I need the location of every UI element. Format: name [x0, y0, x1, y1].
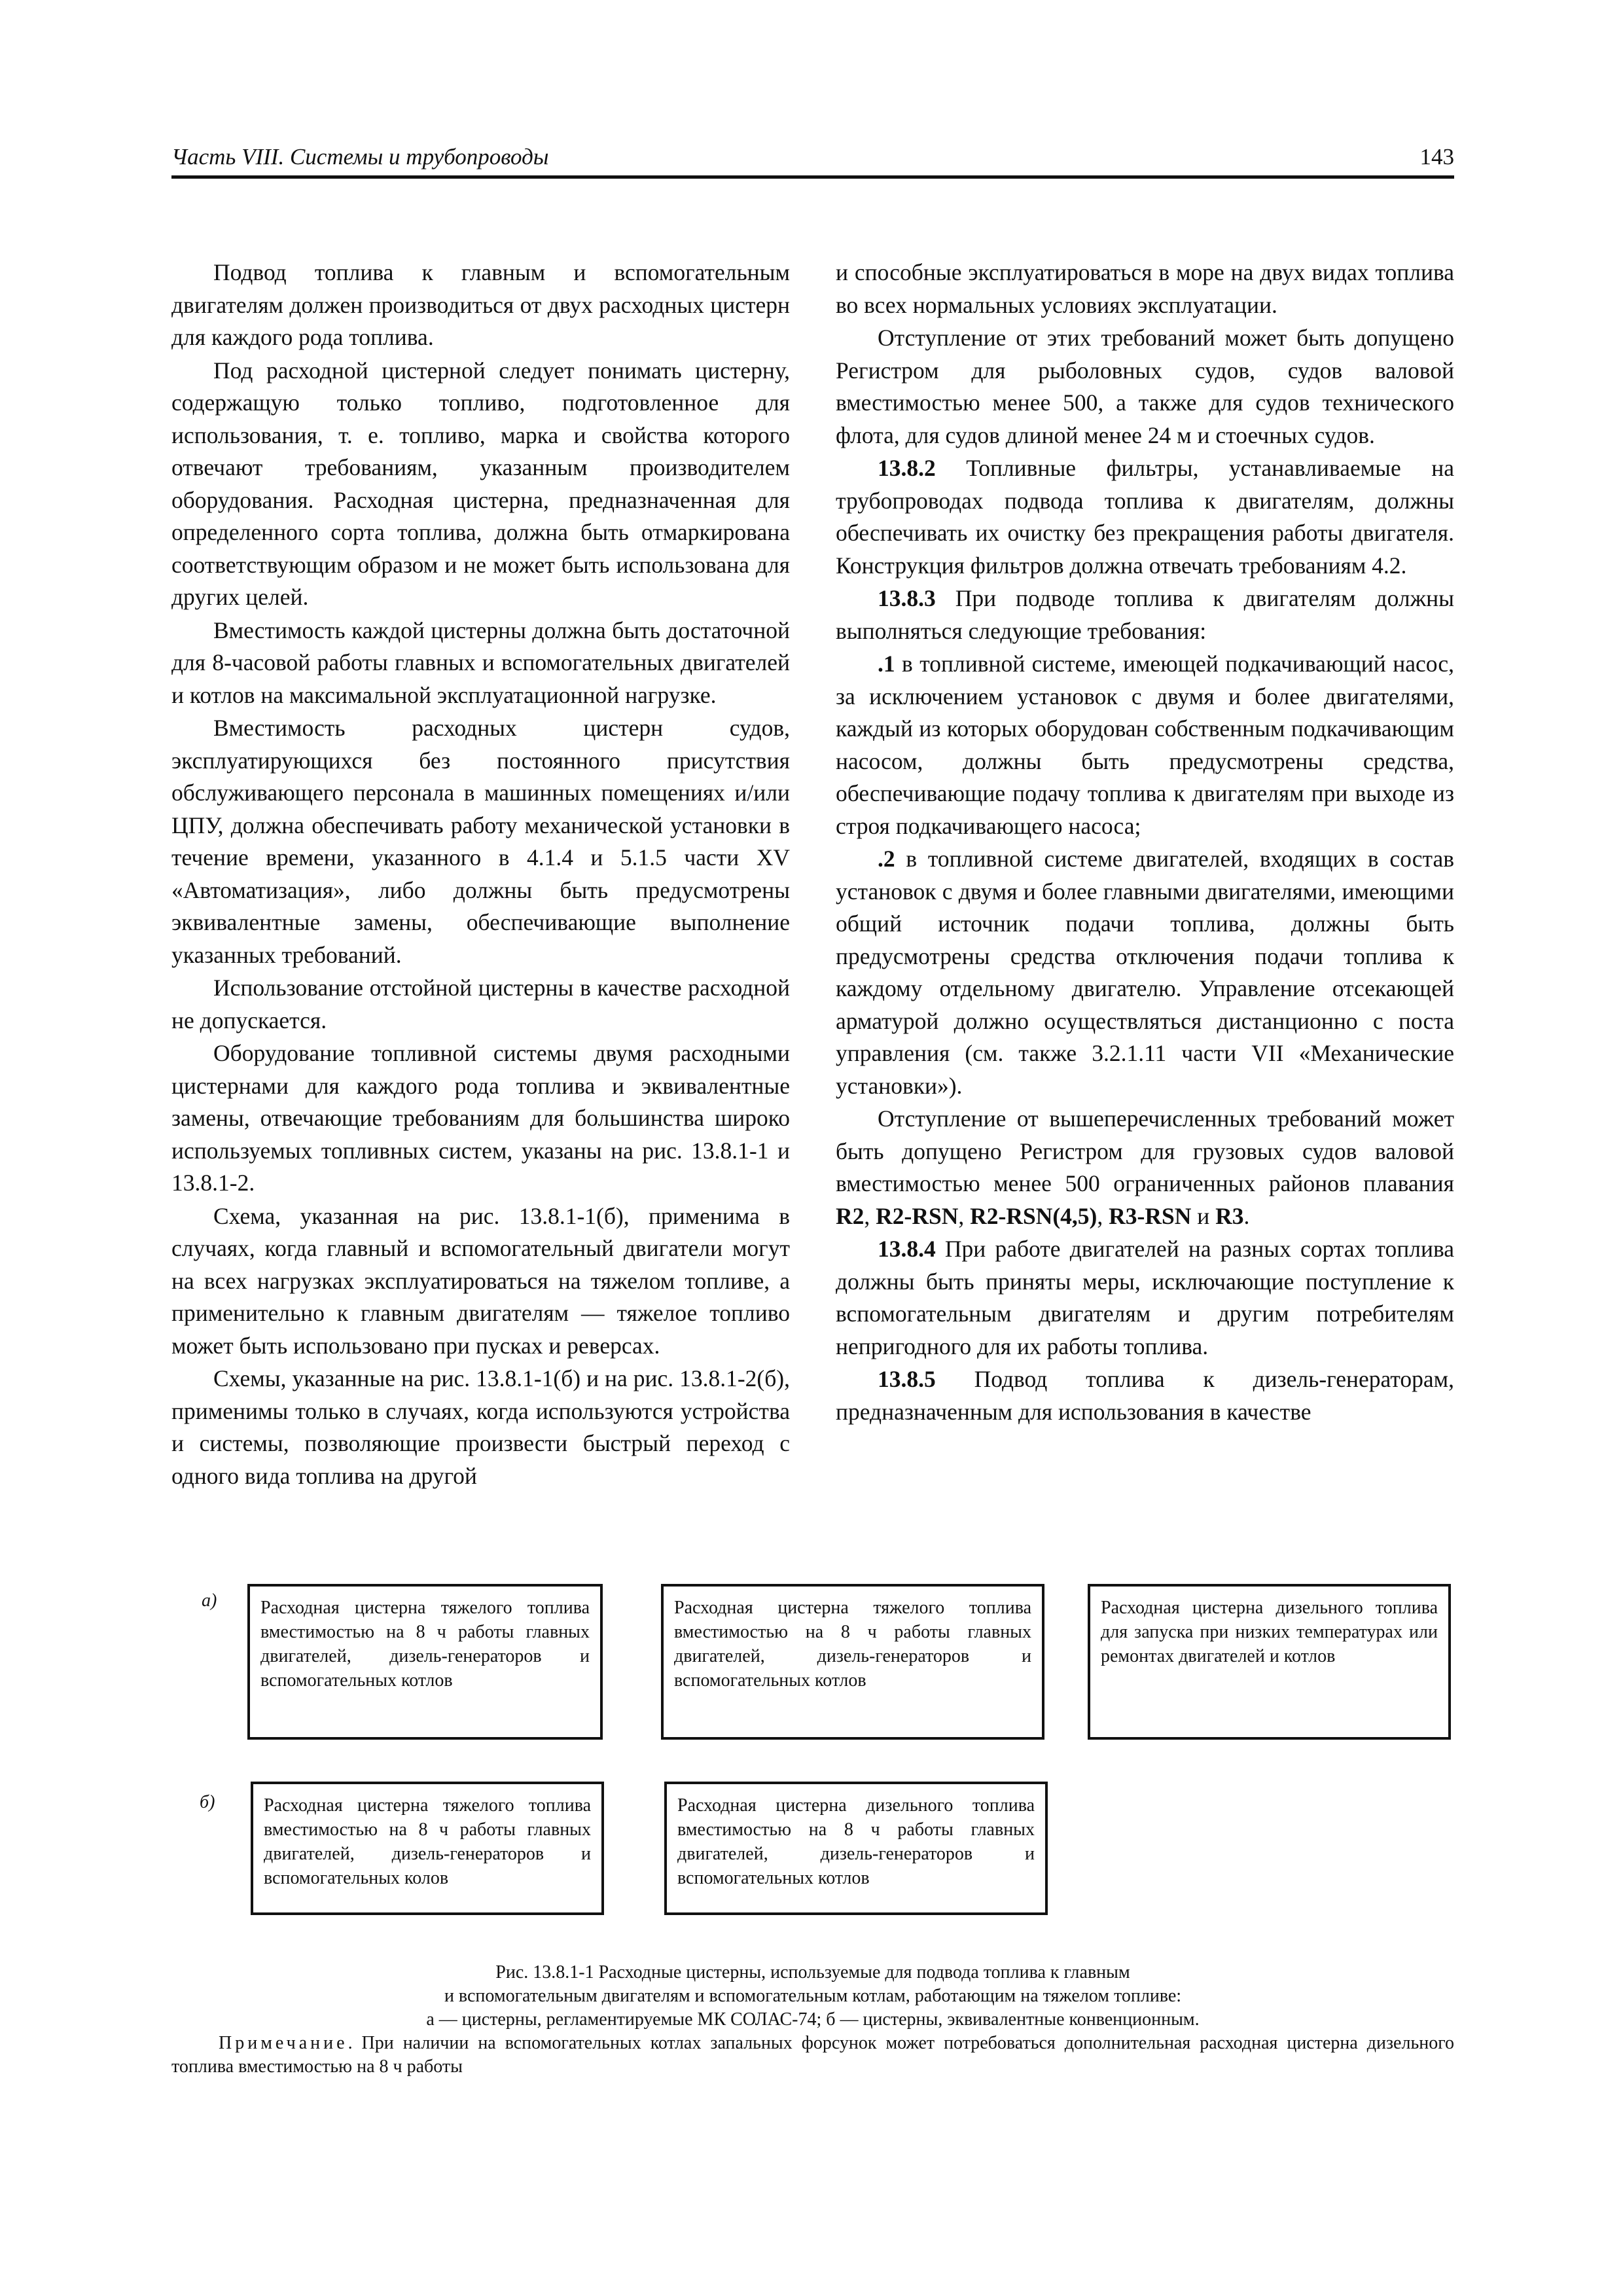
section-number: 13.8.5	[878, 1366, 936, 1392]
figure-row-a-label: а)	[202, 1590, 217, 1611]
paragraph: Вместимость расходных цистерн судов, эксплуатирующихся без постоянного присутствия обслуживающего персонала в машинных помещениях и/или ЦПУ, должна обеспечивать работу механической установки в течение времени, указанного в 4.1.4 и 5.1.5 части XV «Автоматизация», либо должны быть предусмотрены эквивалентные замены, обеспечивающие выполнение указанных требований.	[171, 715, 790, 968]
item-number: .1	[878, 651, 895, 677]
figure-caption-line-2: и вспомогательным двигателям и вспомогательным котлам, работающим на тяжелом топливе:	[444, 1986, 1182, 2006]
tank-box: Расходная цистерна тяжелого топлива вместимостью на 8 ч работы главных двигателей, дизель-генераторов и вспомогательных колов	[251, 1782, 604, 1915]
section-13-8-4	[836, 1233, 1454, 1363]
figure-row-b-label: б)	[200, 1792, 215, 1812]
paragraph: Схема, указанная на рис. 13.8.1-1(б), применима в случаях, когда главный и вспомогательный двигатели могут на всех нагрузках эксплуатироваться на тяжелом топливе, а применительно к главным двигателям — тяжелое топливо может быть использовано при пусках и реверсах.	[171, 1202, 790, 1359]
item-text: в топливной системе, имеющей подкачивающий насос, за исключением установок с двумя и более двигателями, каждый из которых оборудован собственным подкачивающим насосом, должны быть предусмотрены средства, обеспечивающие подачу топлива к двигателям при выходе из строя подкачивающего насоса;	[836, 651, 1454, 839]
paragraph: Под расходной цистерной следует понимать цистерну, содержащую только топливо, подготовленное для использования, т. е. топливо, марка и свойства которого отвечают требованиям, указанным производителем оборудования. Расходная цистерна, предназначенная для определенного сорта топлива, должна быть отмаркирована соответствующим образом и не может быть использована для других целей.	[171, 357, 790, 610]
separator: ,	[958, 1202, 971, 1229]
item-text: в топливной системе двигателей, входящих в состав установок с двумя и более главными двигателями, имеющими общий источник подачи топлива, должны быть предусмотрены средства отключения подачи топлива к каждому отдельному двигателю. Управление отсекающей арматурой должно осуществляться дистанционно с поста управления (см. также 3.2.1.11 части VII «Механические установки»).	[836, 846, 1454, 1099]
note-label: Примечание	[219, 2033, 348, 2053]
page-number: 143	[1419, 144, 1454, 170]
tank-box: Расходная цистерна тяжелого топлива вместимостью на 8 ч работы главных двигателей, дизель-генераторов и вспомогательных котлов	[661, 1584, 1044, 1740]
section-text: Подвод топлива к дизель-генераторам, предназначенным для использования в качестве	[836, 1366, 1454, 1425]
section-text: При работе двигателей на разных сортах топлива должны быть приняты меры, исключающие поступление к вспомогательным двигателям и другим потребителям непригодного для их работы топлива.	[836, 1236, 1454, 1359]
tank-box: Расходная цистерна дизельного топлива для запуска при низких температурах или ремонтах двигателей и котлов	[1088, 1584, 1451, 1740]
section-number: 13.8.2	[878, 455, 936, 481]
right-column	[836, 257, 1454, 1429]
paragraph: Отступление от этих требований может быть допущено Регистром для рыболовных судов, судов валовой вместимостью менее 500, а также для судов технического флота, для судов длиной менее 24 м и стоечных судов.	[836, 325, 1454, 448]
section-13-8-3	[836, 583, 1454, 647]
area-notation: R3-RSN	[1109, 1202, 1192, 1229]
item-number: .2	[878, 846, 895, 872]
list-item-2	[836, 843, 1454, 1102]
paragraph: и способные эксплуатироваться в море на двух видах топлива во всех нормальных условиях эксплуатации.	[836, 259, 1454, 318]
paragraph-text: Отступление от вышеперечисленных требований может быть допущено Регистром для грузовых судов валовой вместимостью менее 500 ограниченных районов плавания	[836, 1105, 1454, 1196]
separator: .	[1243, 1202, 1250, 1229]
separator: ,	[1097, 1202, 1109, 1229]
paragraph: Оборудование топливной системы двумя расходными цистернами для каждого рода топлива и эквивалентные замены, отвечающие требованиям для большинства широко используемых топливных систем, указаны на рис. 13.8.1-1 и 13.8.1-2.	[171, 1040, 790, 1196]
figure-caption-line-1: Рис. 13.8.1-1 Расходные цистерны, используемые для подвода топлива к главным	[495, 1962, 1130, 1982]
left-column	[171, 257, 790, 1493]
section-number: 13.8.4	[878, 1236, 936, 1262]
paragraph: Вместимость каждой цистерны должна быть достаточной для 8-часовой работы главных и вспомогательных двигателей и котлов на максимальной эксплуатационной нагрузке.	[171, 617, 790, 708]
paragraph: Использование отстойной цистерны в качестве расходной не допускается.	[171, 975, 790, 1033]
section-13-8-2	[836, 452, 1454, 582]
separator: и	[1191, 1202, 1216, 1229]
tank-box: Расходная цистерна дизельного топлива вместимостью на 8 ч работы главных двигателей, дизель-генераторов и вспомогательных котлов	[664, 1782, 1048, 1915]
area-notation: R3	[1215, 1202, 1244, 1229]
section-text: При подводе топлива к двигателям должны выполняться следующие требования:	[836, 585, 1454, 644]
tank-box: Расходная цистерна тяжелого топлива вместимостью на 8 ч работы главных двигателей, дизель-генераторов и вспомогательных котлов	[247, 1584, 603, 1740]
area-notation: R2-RSN	[876, 1202, 959, 1229]
list-item-1	[836, 648, 1454, 842]
header-title: Часть VIII. Системы и трубопроводы	[171, 144, 549, 170]
figure-note	[171, 2032, 1454, 2079]
running-header	[171, 140, 1454, 177]
area-notation: R2	[836, 1202, 865, 1229]
section-number: 13.8.3	[878, 585, 936, 611]
area-notation: R2-RSN(4,5)	[970, 1202, 1097, 1229]
section-text: Топливные фильтры, устанавливаемые на трубопроводах подвода топлива к двигателям, должны обеспечивать их очистку без прекращения работы двигателя. Конструкция фильтров должна отвечать требованиям 4.2.	[836, 455, 1454, 579]
note-text: . При наличии на вспомогательных котлах запальных форсунок может потребоваться дополнительная расходная цистерна дизельного топлива вместимостью на 8 ч работы	[171, 2033, 1454, 2077]
paragraph: Схемы, указанные на рис. 13.8.1-1(б) и на рис. 13.8.1-2(б), применимы только в случаях, когда используются устройства и системы, позволяющие произвести быстрый переход с одного вида топлива на другой	[171, 1365, 790, 1489]
section-13-8-5	[836, 1363, 1454, 1428]
paragraph-derogation	[836, 1103, 1454, 1232]
paragraph: Подвод топлива к главным и вспомогательным двигателям должен производиться от двух расходных цистерн для каждого рода топлива.	[171, 259, 790, 350]
header-rule	[171, 175, 1454, 179]
figure-caption-line-3: а — цистерны, регламентируемые МК СОЛАС-74; б — цистерны, эквивалентные конвенционным.	[426, 2009, 1200, 2030]
separator: ,	[864, 1202, 876, 1229]
